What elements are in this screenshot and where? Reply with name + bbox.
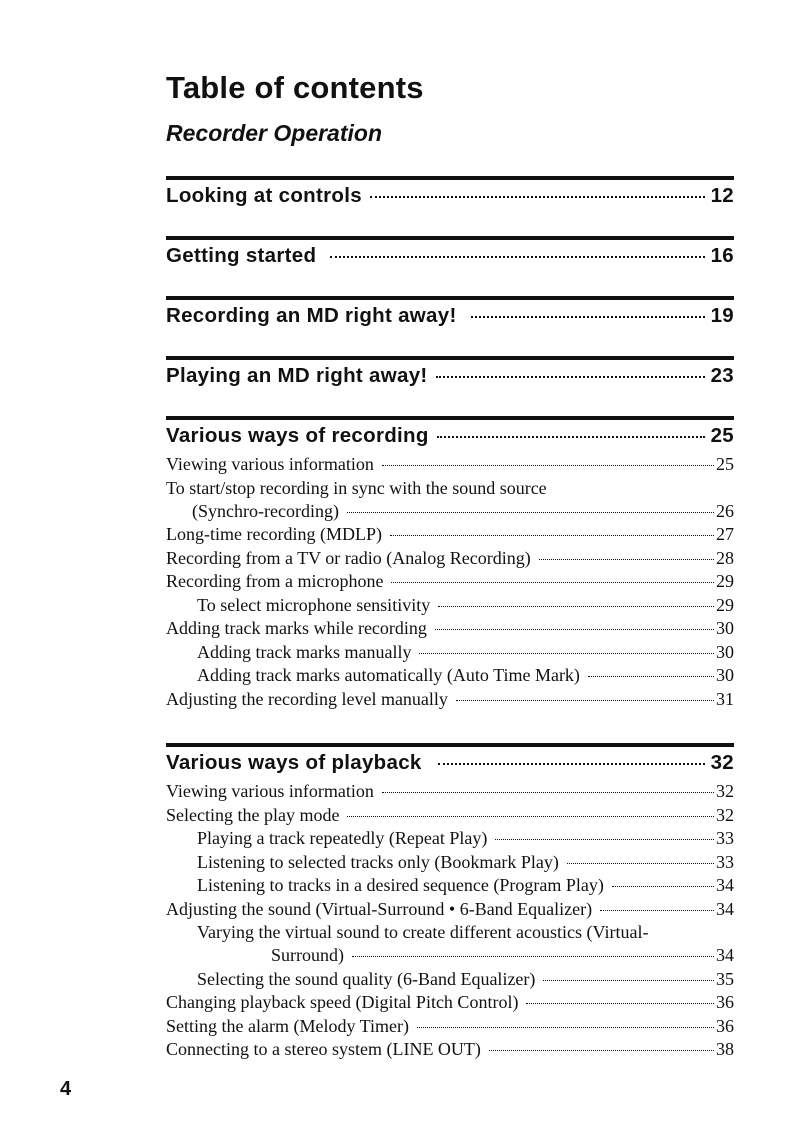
toc-entry[interactable]	[166, 594, 734, 618]
toc-section-various-playback	[166, 743, 734, 1062]
dot-leader	[437, 436, 705, 438]
entry-text: Long-time recording (MDLP)	[166, 524, 382, 544]
entry-page: 34	[716, 875, 734, 895]
dot-leader	[543, 980, 714, 981]
dot-leader	[438, 763, 705, 765]
page-title: Table of contents	[166, 70, 424, 105]
entry-text: Adjusting the recording level manually	[166, 688, 448, 709]
entry-page: 38	[716, 1039, 734, 1059]
toc-entry[interactable]	[166, 780, 734, 804]
dot-leader	[382, 465, 714, 466]
toc-entry[interactable]	[166, 804, 734, 828]
section-page: 23	[710, 364, 734, 387]
entry-page: 30	[716, 665, 734, 685]
dot-leader	[495, 839, 714, 840]
dot-leader	[600, 910, 714, 911]
dot-leader	[370, 196, 705, 198]
entry-text: Viewing various information	[166, 454, 374, 474]
entry-text: To select microphone sensitivity	[197, 594, 431, 615]
toc-entry[interactable]	[166, 851, 734, 875]
entry-text: Viewing various information	[166, 781, 374, 801]
toc-entry[interactable]	[166, 898, 734, 922]
entry-page: 34	[716, 945, 734, 965]
section-heading[interactable]	[166, 303, 734, 329]
section-page: 25	[710, 424, 734, 447]
entry-page: 36	[716, 1015, 734, 1036]
entry-text: Connecting to a stereo system (LINE OUT)	[166, 1039, 481, 1059]
dot-leader	[382, 792, 714, 793]
dot-leader	[347, 816, 714, 817]
toc-entry[interactable]	[166, 874, 734, 898]
toc-section-looking-at-controls	[166, 176, 734, 209]
dot-leader	[567, 863, 714, 864]
entry-page: 35	[716, 968, 734, 989]
entry-text: Selecting the sound quality (6-Band Equalizer)	[197, 968, 536, 989]
page-subtitle: Recorder Operation	[166, 120, 382, 146]
entry-page: 30	[716, 641, 734, 662]
entry-text: (Synchro-recording)	[192, 500, 339, 521]
page-number: 4	[60, 1078, 72, 1100]
dot-leader	[391, 582, 714, 583]
toc-entry[interactable]	[166, 968, 734, 992]
section-heading[interactable]	[166, 243, 734, 269]
toc-entry[interactable]	[166, 1015, 734, 1039]
entry-page: 30	[716, 618, 734, 638]
section-page: 16	[710, 244, 734, 267]
entry-text: Playing a track repeatedly (Repeat Play)	[197, 828, 488, 848]
entry-text: Changing playback speed (Digital Pitch Control)	[166, 992, 519, 1012]
dot-leader	[347, 512, 714, 513]
entry-text: Adding track marks automatically (Auto Time Mark)	[197, 665, 580, 685]
toc-entry[interactable]	[166, 827, 734, 851]
entry-page: 33	[716, 828, 734, 848]
dot-leader	[438, 606, 714, 607]
toc-entry[interactable]	[166, 1038, 734, 1062]
entry-text-line1[interactable]: Varying the virtual sound to create different acoustics (Virtual-	[197, 922, 649, 942]
entry-page: 29	[716, 594, 734, 615]
entry-page: 29	[716, 571, 734, 591]
dot-leader	[489, 1050, 714, 1051]
entry-text: Adding track marks while recording	[166, 618, 427, 638]
entry-text: Recording from a TV or radio (Analog Recording)	[166, 547, 531, 568]
dot-leader	[436, 376, 705, 378]
entry-page: 33	[716, 851, 734, 872]
toc-entry[interactable]	[166, 523, 734, 547]
toc-entry[interactable]	[166, 547, 734, 571]
entry-text-line1[interactable]: To start/stop recording in sync with the sound source	[166, 477, 547, 498]
entry-text: Surround)	[271, 945, 344, 965]
entry-text: Listening to selected tracks only (Bookmark Play)	[197, 851, 559, 872]
entry-text: Selecting the play mode	[166, 804, 340, 825]
dot-leader	[471, 316, 705, 318]
entry-page: 31	[716, 688, 734, 709]
section-title: Various ways of playback	[166, 751, 422, 774]
section-title: Looking at controls	[166, 184, 362, 207]
dot-leader	[417, 1027, 714, 1028]
toc-entry[interactable]	[166, 688, 734, 712]
toc-entry[interactable]	[166, 617, 734, 641]
toc-section-playing-right-away	[166, 356, 734, 389]
toc-section-various-recording	[166, 416, 734, 711]
section-heading[interactable]	[166, 363, 734, 389]
dot-leader	[456, 700, 714, 701]
entry-text: Recording from a microphone	[166, 571, 384, 591]
toc-section-recording-right-away	[166, 296, 734, 329]
dot-leader	[390, 535, 714, 536]
dot-leader	[588, 676, 714, 677]
entry-text: Setting the alarm (Melody Timer)	[166, 1015, 409, 1036]
entry-text: Listening to tracks in a desired sequence (Program Play)	[197, 875, 604, 895]
dot-leader	[435, 629, 714, 630]
entry-page: 34	[716, 898, 734, 919]
toc-entry[interactable]	[166, 944, 734, 968]
section-heading[interactable]	[166, 183, 734, 209]
entry-page: 25	[716, 454, 734, 474]
toc-entry[interactable]	[166, 641, 734, 665]
dot-leader	[352, 956, 714, 957]
dot-leader	[419, 653, 714, 654]
section-title: Recording an MD right away!	[166, 304, 457, 327]
entry-text: Adding track marks manually	[197, 641, 412, 662]
section-page: 19	[710, 304, 734, 327]
entry-page: 32	[716, 781, 734, 801]
dot-leader	[612, 886, 714, 887]
entry-page: 26	[716, 500, 734, 521]
toc-entry[interactable]	[166, 664, 734, 688]
dot-leader	[539, 559, 714, 560]
section-heading[interactable]	[166, 750, 734, 776]
section-page: 12	[710, 184, 734, 207]
section-title: Playing an MD right away!	[166, 364, 428, 387]
section-heading[interactable]	[166, 423, 734, 449]
toc-entry[interactable]	[166, 453, 734, 477]
section-title: Various ways of recording	[166, 424, 429, 447]
entry-text: Adjusting the sound (Virtual-Surround • 6-Band Equalizer)	[166, 898, 593, 919]
entry-page: 28	[716, 547, 734, 568]
entry-page: 32	[716, 804, 734, 825]
section-title: Getting started	[166, 244, 317, 267]
dot-leader	[526, 1003, 714, 1004]
dot-leader	[330, 256, 704, 258]
toc-section-getting-started	[166, 236, 734, 269]
toc-entry[interactable]	[166, 570, 734, 594]
toc-entry[interactable]	[166, 500, 734, 524]
section-page: 32	[710, 751, 734, 774]
entry-page: 36	[716, 992, 734, 1012]
entry-page: 27	[716, 524, 734, 544]
toc-entry[interactable]	[166, 991, 734, 1015]
